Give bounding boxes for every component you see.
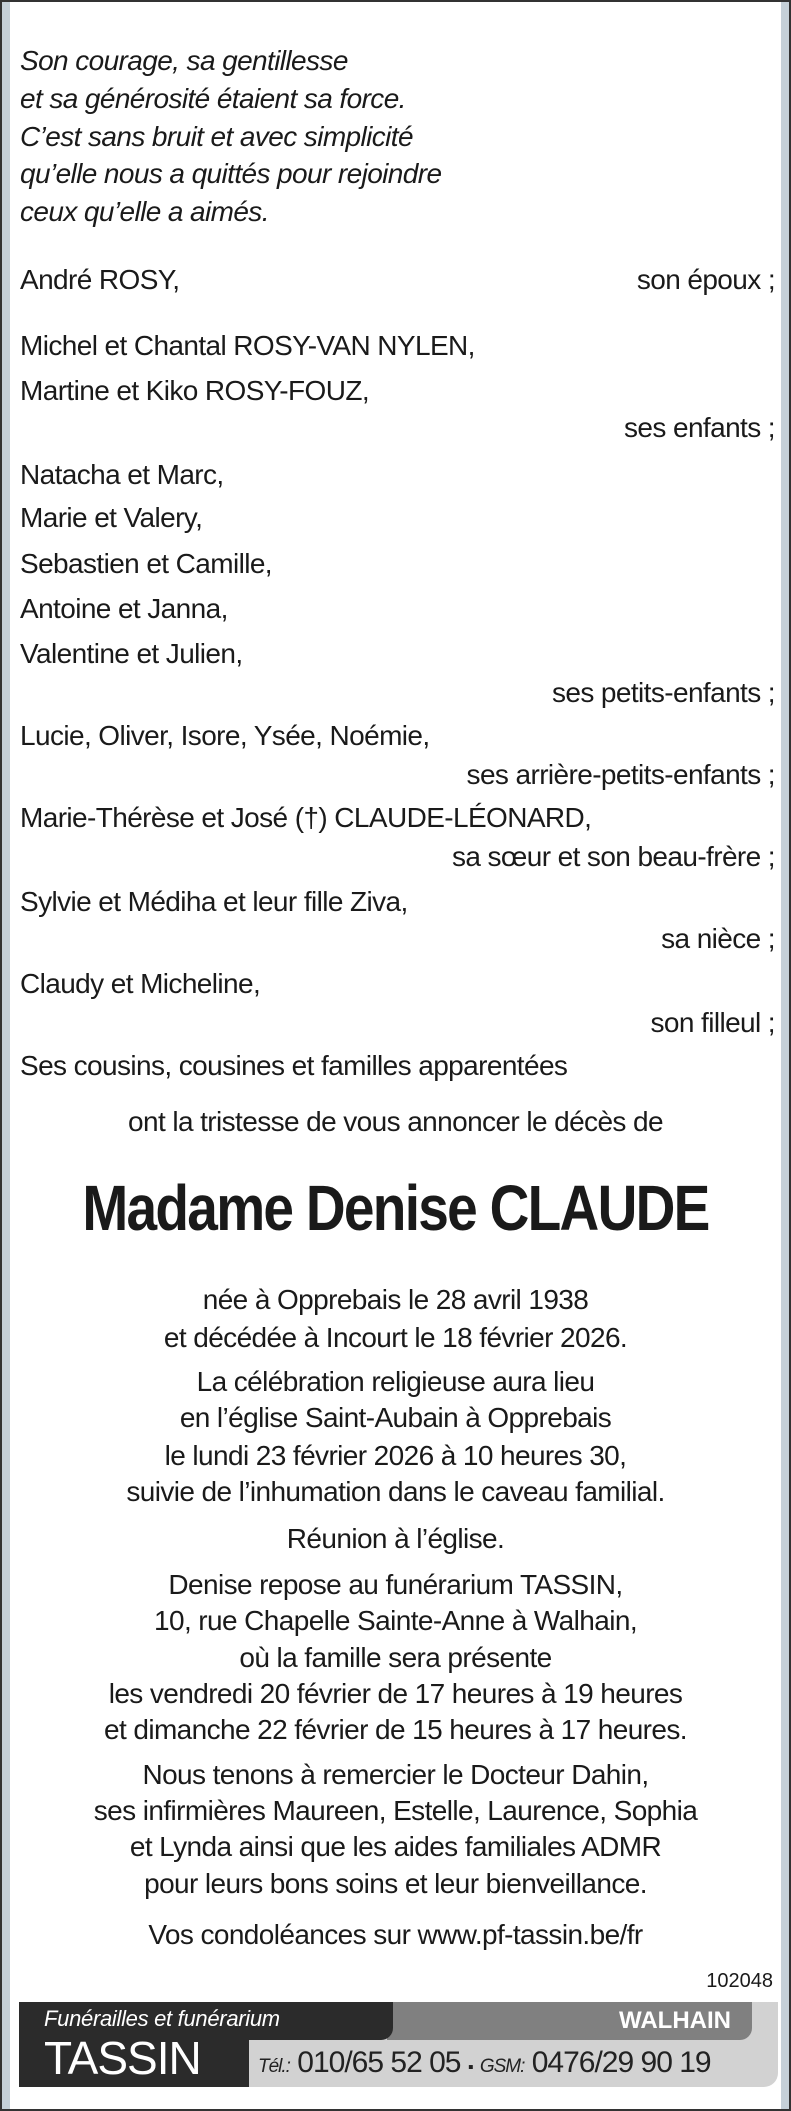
child-name: Martine et Kiko ROSY-FOUZ,	[20, 375, 370, 406]
grandchildren-relation: ses petits-enfants ;	[551, 677, 775, 708]
detail-line: le lundi 23 février 2026 à 10 heures 30,	[164, 1440, 627, 1471]
reference-number: 102048	[706, 1970, 773, 1992]
spouse-relation: son époux ;	[636, 264, 775, 295]
gsm-label: GSM:	[479, 2056, 525, 2077]
condolences-link[interactable]: Vos condoléances sur www.pf-tassin.be/fr	[148, 1919, 643, 1950]
detail-line: Denise repose au funérarium TASSIN,	[168, 1569, 623, 1600]
poem-line: Son courage, sa gentillesse	[20, 45, 348, 76]
cousins: Ses cousins, cousines et familles apparentées	[20, 1050, 568, 1081]
great-grandchildren: Lucie, Oliver, Isore, Ysée, Noémie,	[20, 720, 430, 751]
spouse-name: André ROSY,	[20, 264, 180, 295]
detail-line: 10, rue Chapelle Sainte-Anne à Walhain,	[154, 1605, 637, 1636]
announcement: ont la tristesse de vous annoncer le décès de	[128, 1106, 663, 1137]
great-grandchildren-relation: ses arrière-petits-enfants ;	[466, 759, 775, 790]
detail-line: et dimanche 22 février de 15 heures à 17 heures.	[104, 1714, 687, 1745]
tel-label: Tél.:	[258, 2056, 290, 2077]
child-name: Michel et Chantal ROSY-VAN NYLEN,	[20, 330, 475, 361]
gsm-number: 0476/29 90 19	[531, 2046, 711, 2079]
detail-line: suivie de l’inhumation dans le caveau familial.	[126, 1476, 665, 1507]
footer-location: WALHAIN	[619, 2007, 731, 2034]
poem-line: ceux qu’elle a aimés.	[20, 196, 269, 227]
poem-line: C’est sans bruit et avec simplicité	[20, 121, 413, 152]
children-relation: ses enfants ;	[624, 412, 775, 443]
detail-line: et Lynda ainsi que les aides familiales ADMR	[129, 1831, 662, 1862]
detail-line: née à Opprebais le 28 avril 1938	[202, 1284, 589, 1315]
deceased-name: Madame Denise CLAUDE	[82, 1172, 709, 1244]
niece-relation: sa nièce ;	[661, 923, 775, 954]
tel-number: 010/65 52 05	[297, 2046, 461, 2079]
sister-name: Marie-Thérèse et José (†) CLAUDE-LÉONARD,	[20, 802, 592, 833]
detail-line: les vendredi 20 février de 17 heures à 19 heures	[108, 1678, 683, 1709]
godson-name: Claudy et Micheline,	[20, 968, 261, 999]
grandchild-name: Antoine et Janna,	[20, 593, 228, 624]
grandchild-name: Marie et Valery,	[20, 502, 203, 533]
footer-subtitle: Funérailles et funérarium	[44, 2006, 280, 2031]
detail-line: en l’église Saint-Aubain à Opprebais	[179, 1402, 612, 1433]
footer-brand: TASSIN	[44, 2032, 201, 2084]
sister-relation: sa sœur et son beau-frère ;	[451, 841, 775, 872]
poem-line: et sa générosité étaient sa force.	[20, 83, 406, 114]
grandchild-name: Sebastien et Camille,	[20, 548, 272, 579]
detail-line: La célébration religieuse aura lieu	[196, 1366, 595, 1397]
detail-line: où la famille sera présente	[239, 1642, 552, 1673]
detail-line: et décédée à Incourt le 18 février 2026.	[163, 1322, 628, 1353]
poem-line: qu’elle nous a quittés pour rejoindre	[20, 158, 442, 189]
detail-line: ses infirmières Maureen, Estelle, Laurence, Sophia	[93, 1795, 698, 1826]
godson-relation: son filleul ;	[650, 1007, 775, 1038]
detail-line: Réunion à l’église.	[286, 1523, 505, 1554]
detail-line: Nous tenons à remercier le Docteur Dahin,	[142, 1759, 649, 1790]
footer-phones	[258, 2042, 711, 2089]
niece-name: Sylvie et Médiha et leur fille Ziva,	[20, 886, 408, 917]
grandchild-name: Valentine et Julien,	[20, 638, 243, 669]
separator-icon: ▪	[467, 2059, 473, 2076]
grandchild-name: Natacha et Marc,	[20, 459, 224, 490]
detail-line: pour leurs bons soins et leur bienveillance.	[144, 1868, 647, 1899]
